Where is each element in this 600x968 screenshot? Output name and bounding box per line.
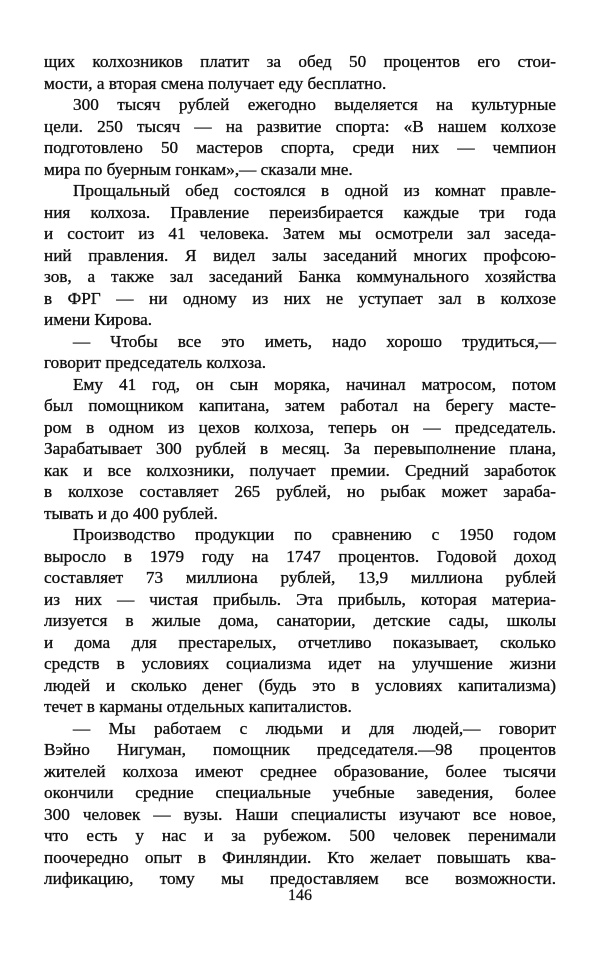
text-line: окончили средние специальные учебные заведения, более	[44, 783, 556, 802]
text-line: как и все колхозники, получает премии. Средний заработок	[44, 460, 556, 480]
text-line: — Мы работаем с людьми и для людей,— говорит	[73, 718, 556, 738]
text-line: ром в одном из цехов колхоза, теперь он — председатель.	[44, 417, 556, 437]
text-line: подготовлено 50 мастеров спорта, среди них — чемпион	[44, 138, 556, 157]
text-line: Зарабатывает 300 рублей в месяц. За перевыполнение плана,	[44, 439, 556, 458]
text-line: поочередно опыт в Финляндии. Кто желает повышать ква-	[44, 847, 556, 867]
text-line: и состоит из 41 человека. Затем мы осмотрели зал заседа-	[44, 224, 556, 243]
text-line: средств в условиях социализма идет на улучшение жизни	[44, 654, 556, 673]
page-number: 146	[288, 887, 312, 904]
text-line: говорит председатель колхоза.	[44, 353, 267, 372]
text-line: ния колхоза. Правление переизбирается каждые три года	[44, 202, 556, 222]
text-line: из них — чистая прибыль. Эта прибыль, которая материа-	[44, 589, 556, 609]
text-line: Вэйно Нигуман, помощник председателя.—98 процентов	[44, 740, 556, 759]
text-line: Ему 41 год, он сын моряка, начинал матросом, потом	[73, 374, 556, 394]
text-line: тывать и до 400 рублей.	[44, 503, 218, 523]
text-line: Производство продукции по сравнению с 1950 годом	[73, 525, 556, 544]
text-line: — Чтобы все это иметь, надо хорошо трудиться,—	[73, 331, 556, 351]
text-line: 300 человек — вузы. Наши специалисты изучают все новое,	[44, 804, 556, 824]
text-line: мости, а вторая смена получает еду бесплатно.	[44, 73, 387, 93]
text-line: лификацию, тому мы предоставляем все возможности.	[44, 869, 556, 888]
text-line: щих колхозников платит за обед 50 процентов его стои-	[44, 52, 556, 71]
text-line: был помощником капитана, затем работал на берегу масте-	[44, 396, 556, 415]
text-line: что есть у нас и за рубежом. 500 человек перенимали	[44, 826, 556, 845]
text-line: течет в карманы отдельных капиталистов.	[44, 697, 352, 716]
text-line: мира по буерным гонкам»,— сказали мне.	[44, 159, 353, 179]
text-line: выросло в 1979 году на 1747 процентов. Годовой доход	[44, 546, 556, 566]
text-line: имени Кирова.	[44, 310, 153, 329]
text-line: Прощальный обед состоялся в одной из комнат правле-	[73, 181, 556, 200]
text-line: 300 тысяч рублей ежегодно выделяется на культурные	[73, 95, 556, 114]
text-line: и дома для престарелых, отчетливо показывает, сколько	[44, 632, 556, 652]
text-line: в ФРГ — ни одному из них не уступает зал в колхозе	[44, 288, 556, 308]
text-line: составляет 73 миллиона рублей, 13,9 миллиона рублей	[44, 568, 556, 587]
text-line: в колхозе составляет 265 рублей, но рыбак может зараба-	[44, 482, 556, 501]
text-line: людей и сколько денег (будь это в условиях капитализма)	[44, 675, 556, 695]
text-line: цели. 250 тысяч — на развитие спорта: «В нашем колхозе	[44, 116, 556, 136]
text-line: лизуется в жилые дома, санатории, детские сады, школы	[44, 611, 556, 630]
text-line: зов, а также зал заседаний Банка коммунального хозяйства	[44, 267, 556, 286]
text-line: ний правления. Я видел залы заседаний многих профсою-	[44, 245, 556, 265]
text-line: жителей колхоза имеют среднее образование, более тысячи	[44, 761, 556, 781]
